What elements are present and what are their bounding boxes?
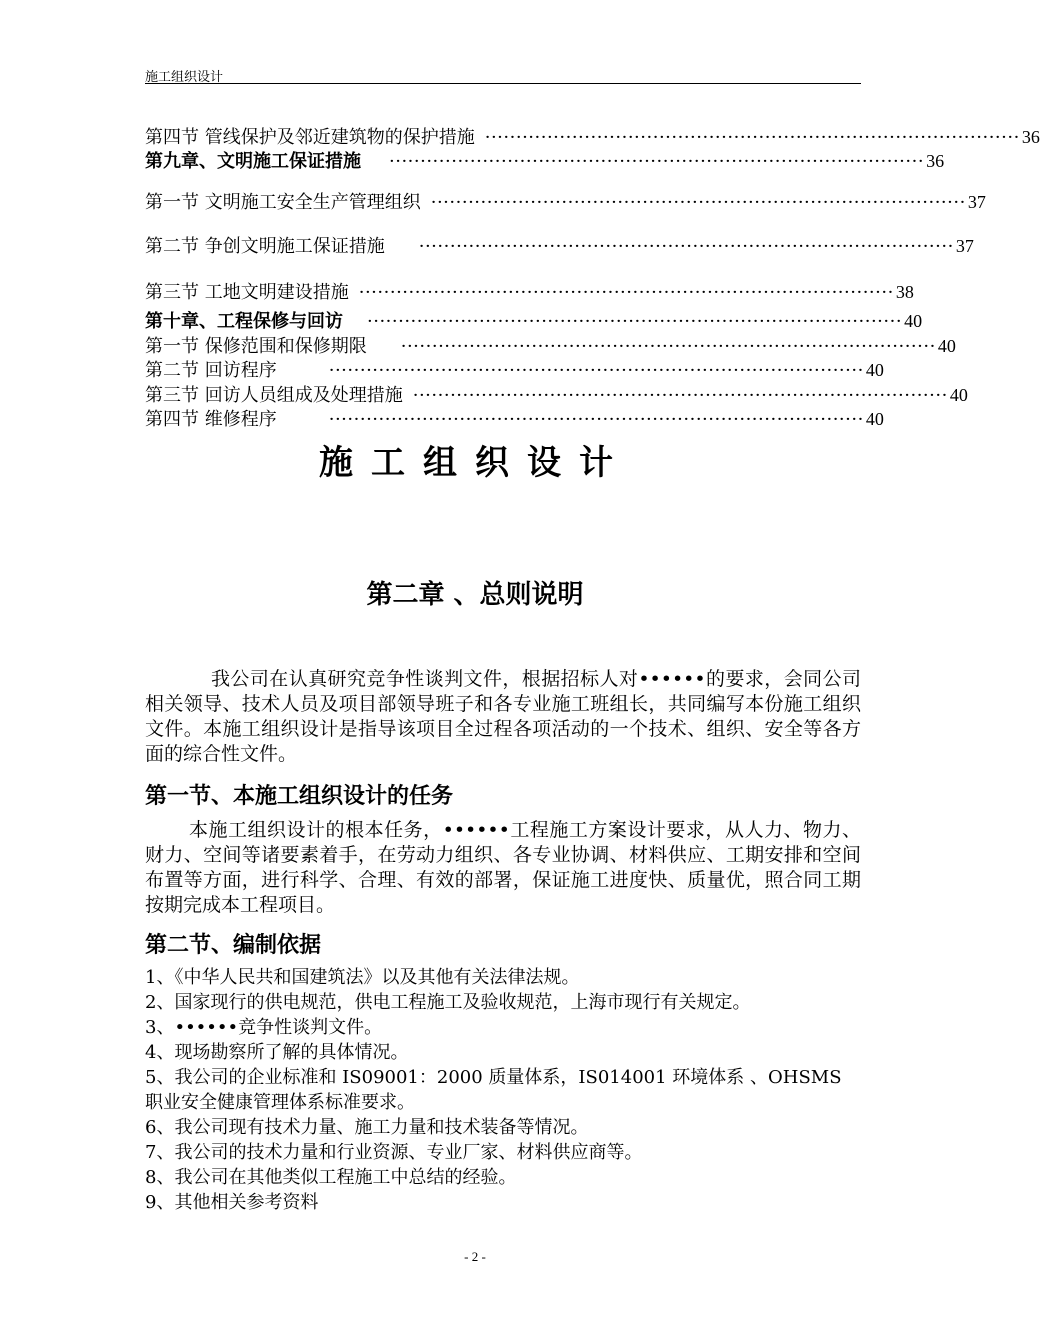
toc-entry-label: 第三节 工地文明建设措施 [145,282,349,303]
toc-entry[interactable] [145,191,986,214]
toc-entry[interactable] [145,310,923,333]
toc-leader-dots: ······················································································ [328,360,864,381]
header-rule [145,83,861,84]
toc-entry-page: 36 [1021,127,1040,147]
chapter-title: 第二章 、总则说明 [366,580,584,610]
toc-entry[interactable] [145,235,974,258]
toc-entry[interactable] [145,150,945,173]
toc-leader-dots: ······················································································ [358,282,894,303]
toc-leader-dots: ······················································································ [430,192,966,213]
toc-leader-dots: ······················································································ [418,236,954,257]
running-header: 施工组织设计 [145,70,224,85]
toc-entry-page: 40 [865,409,884,429]
toc-entry-page: 37 [967,192,986,212]
section-body: 本施工组织设计的根本任务，••••••工程施工方案设计要求，从人力、物力、财力、空间等诸要素着手，在劳动力组织、各专业协调、材料供应、工期安排和空间布置等方面，进行科学、合理、有效的部署，保证施工进度快、质量优，照合同工期按期完成本工程项目。 [145,819,861,916]
list-item: 6、我公司现有技术力量、施工力量和技术装备等情况。 [145,1117,589,1138]
intro-paragraph: 我公司在认真研究竞争性谈判文件，根据招标人对••••••的要求，会同公司相关领导、技术人员及项目部领导班子和各专业施工班组长，共同编写本份施工组织文件。本施工组织设计是指导该项目全过程各项活动的一个技术、组织、安全等各方面的综合性文件。 [145,668,861,765]
toc-entry[interactable] [145,359,884,382]
list-item: 5、我公司的企业标准和 IS09001：2000 质量体系，IS014001 环境体系 、OHSMS 职业安全健康管理体系标准要求。 [145,1067,842,1113]
list-item: 2、国家现行的供电规范，供电工程施工及验收规范，上海市现行有关规定。 [145,992,751,1013]
list-item: 3、••••••竞争性谈判文件。 [145,1017,383,1038]
toc-leader-dots: ······················································································ [484,127,1020,148]
list-item: 1、《中华人民共和国建筑法》以及其他有关法律法规。 [145,967,580,988]
document-title: 施工组织设计 [319,443,631,483]
toc-entry[interactable] [145,408,884,431]
page-number: - 2 - [464,1249,486,1264]
section-heading: 第二节、编制依据 [145,933,322,958]
toc-entry[interactable] [145,335,956,358]
toc-entry-label: 第二节 争创文明施工保证措施 [145,236,385,257]
list-item: 8、我公司在其他类似工程施工中总结的经验。 [145,1167,517,1188]
basis-list [145,965,875,1215]
toc-leader-dots: ······················································································ [367,311,903,332]
toc-leader-dots: ······················································································ [412,385,948,406]
toc-leader-dots: ······················································································ [389,151,925,172]
list-item: 4、现场勘察所了解的具体情况。 [145,1042,409,1063]
toc-entry-page: 37 [955,236,974,256]
toc-entry-label: 第一节 文明施工安全生产管理组织 [145,192,421,213]
toc-entry-label: 第四节 管线保护及邻近建筑物的保护措施 [145,127,475,148]
list-item: 9、其他相关参考资料 [145,1192,319,1213]
section-heading: 第一节、本施工组织设计的任务 [145,784,454,809]
toc-entry-page: 40 [865,360,884,380]
toc-entry[interactable] [145,126,1040,149]
toc-entry-label: 第十章、工程保修与回访 [145,311,343,332]
toc-entry-page: 40 [904,311,923,331]
toc-entry[interactable] [145,384,968,407]
list-item: 7、我公司的技术力量和行业资源、专业厂家、材料供应商等。 [145,1142,643,1163]
toc-entry-label: 第九章、文明施工保证措施 [145,151,361,172]
toc-entry-label: 第一节 保修范围和保修期限 [145,336,367,357]
toc-entry-label: 第三节 回访人员组成及处理措施 [145,385,403,406]
toc-entry-page: 36 [926,151,945,171]
toc-leader-dots: ······················································································ [328,409,864,430]
toc-entry-label: 第二节 回访程序 [145,360,277,381]
toc-leader-dots: ······················································································ [400,336,936,357]
toc-entry-page: 40 [937,336,956,356]
toc-entry-page: 38 [895,282,914,302]
toc-entry[interactable] [145,281,914,304]
toc-entry-page: 40 [949,385,968,405]
toc-entry-label: 第四节 维修程序 [145,409,277,430]
